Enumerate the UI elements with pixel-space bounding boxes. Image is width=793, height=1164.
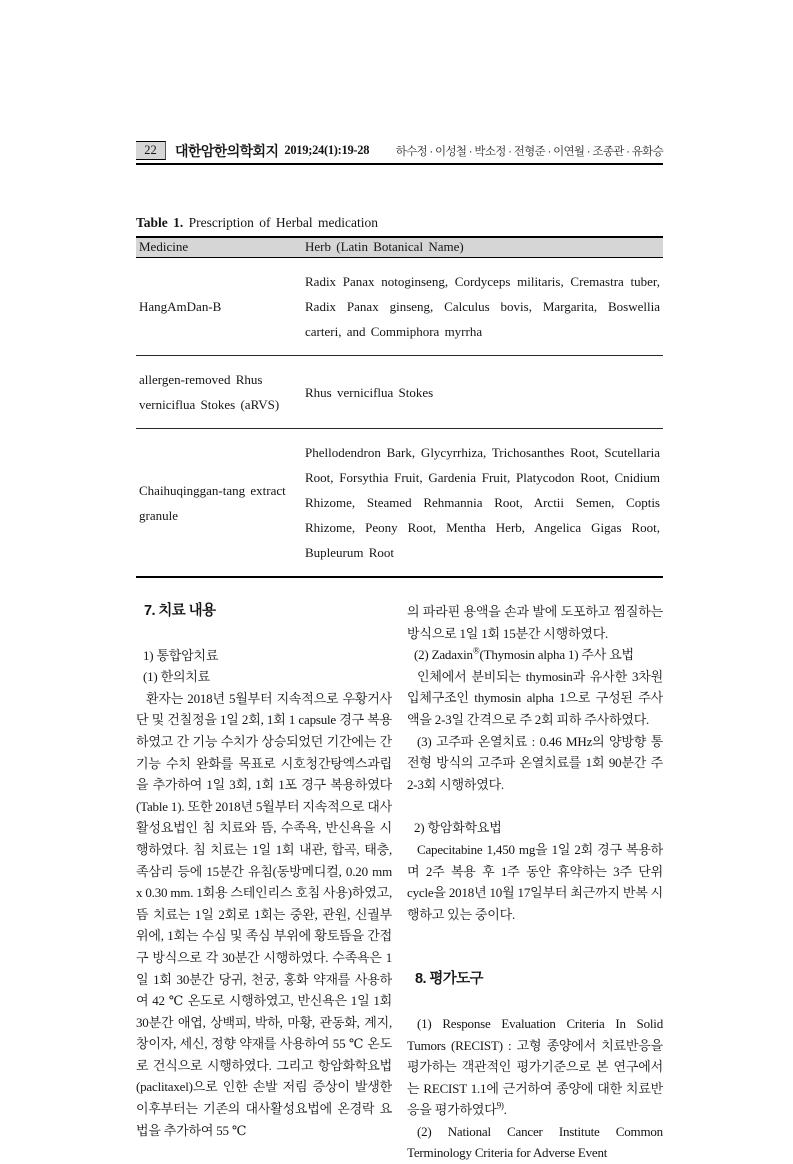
journal-title: 대한암한의학회지 — [175, 142, 279, 159]
reference-superscript: 9) — [496, 1100, 504, 1111]
spacer — [407, 795, 663, 817]
section8-heading: 8. 평가도구 — [415, 971, 483, 988]
medicine-cell: allergen-removed Rhus verniciflua Stokes (aRVS) — [136, 356, 302, 429]
column-header-herb: Herb (Latin Botanical Name) — [302, 237, 663, 258]
table-caption-label: Table 1. — [136, 215, 184, 230]
table-row — [136, 356, 663, 429]
table-header — [136, 237, 663, 258]
medicine-cell: Chaihuqinggan-tang extract granule — [139, 482, 286, 523]
right-column — [407, 601, 663, 1164]
spacer — [407, 991, 663, 1013]
herbal-medication-table — [136, 236, 663, 578]
subheading-integrative-care: 1) 통합암치료 — [143, 647, 219, 663]
subheading-korean-medicine: (1) 한의치료 — [143, 669, 211, 685]
herb-cell: Radix Panax notoginseng, Cordyceps militaris, Cremastra tuber, Radix Panax ginseng, Calculus bovis, Margarita, Boswellia carteri, and Commiphora myrrha — [302, 258, 663, 356]
column-header-medicine: Medicine — [136, 237, 302, 258]
subheading-chemotherapy: 2) 항암화학요법 — [414, 820, 502, 836]
paragraph-hyperthermia: (3) 고주파 온열치료 : 0.46 MHz의 양방향 통전형 방식의 고주파 온열치료를 1회 90분간 주 2-3회 시행하였다. — [407, 733, 663, 792]
registered-trademark-symbol: ® — [472, 645, 480, 656]
recist-period: . — [503, 1102, 507, 1118]
table-row — [136, 258, 663, 356]
herb-cell: Phellodendron Bark, Glycyrrhiza, Trichosanthes Root, Scutellaria Root, Forsythia Fruit, Gardenia Fruit, Platycodon Root, Cnidium Rhizome, Steamed Rehmannia Root, Arctii Semen, Coptis Rhizome, Peony Root, Mentha Herb, Angelica Gigas Root, Bupleurum Root — [305, 445, 660, 560]
paragraph-korean-medicine-treatment: 환자는 2018년 5월부터 지속적으로 우황거사단 및 건칠정을 1일 2회, 1회 1 capsule 경구 복용하였고 간 기능 수치가 상승되었던 기간에는 간 기능 수치 완화를 목표로 시호청간탕엑스과립을 추가하여 1일 3회, 1회 1포 경구 복용하였다(Table 1). 또한 2018년 5월부터 지속적으로 대사활성요법인 침 치료와 뜸, 수족욕, 반신욕을 시행하였다. 침 치료는 1일 1회 내관, 합곡, 태충, 족삼리 등에 15분간 유침(동방메디컬, 0.20 mm x 0.30 mm. 1회용 스테인리스 호침 사용)하였고, 뜸 치료는 1일 2회로 1회는 중완, 관원, 신궐부위에, 1회는 수심 및 족심 부위에 황토뜸을 간접구 방식으로 각 30분간 시행하였다. 수족욕은 1일 1회 30분간 당귀, 천궁, 홍화 약재를 사용하여 42 ℃ 온도로 시행하였고, 반신욕은 1일 1회 30분간 애엽, 상백피, 박하, 마황, 관동화, 계지, 창이자, 세신, 정향 약재를 사용하여 55 ℃ 온도로 건식으로 시행하였다. 그리고 항암화학요법(paclitaxel)으로 인한 손발 저림 증상이 발생한 이후부터는 기존의 대사활성요법에 온경락 요법을 추가하여 55 ℃ — [136, 690, 392, 1138]
medicine-cell: HangAmDan-B — [136, 258, 302, 356]
left-column — [136, 601, 392, 1164]
recist-text: (1) Response Evaluation Criteria In Solid Tumors (RECIST) : 고형 종양에서 치료반응을 평가하는 객관적인 평가기준으로 본 연구에서는 RECIST 1.1에 근거하여 종양에 대한 치료반응을 평가하였다 — [407, 1015, 663, 1118]
subheading-zadaxin — [407, 644, 663, 666]
table-caption — [136, 215, 663, 231]
paragraph-chemotherapy: Capecitabine 1,450 mg을 1일 2회 경구 복용하며 2주 복용 후 1주 동안 휴약하는 3주 단위 cycle을 2018년 10월 17일부터 최근까지 반복 시행하고 있는 중이다. — [407, 841, 663, 922]
spacer — [136, 623, 392, 645]
paragraph-recist — [407, 1013, 663, 1121]
body-columns — [136, 601, 663, 1164]
zadaxin-label: (2) Zadaxin — [414, 647, 473, 663]
journal-citation: 2019;24(1):19-28 — [284, 143, 370, 157]
paragraph-nci-ctcae: (2) National Cancer Institute Common Terminology Criteria for Adverse Event — [407, 1123, 663, 1161]
zadaxin-label-rest: (Thymosin alpha 1) 주사 요법 — [479, 647, 634, 663]
spacer — [407, 925, 663, 969]
table-caption-text: Prescription of Herbal medication — [188, 215, 378, 230]
section7-heading: 7. 치료 내용 — [144, 603, 216, 619]
paper-page — [136, 140, 663, 1164]
paragraph-paraffin: 의 파라핀 용액을 손과 발에 도포하고 찜질하는 방식으로 1일 1회 15분간 시행하였다. — [407, 604, 663, 641]
table-row — [136, 429, 663, 578]
herb-cell: Rhus verniciflua Stokes — [302, 356, 663, 429]
page-number: 22 — [136, 141, 166, 160]
running-head — [136, 140, 663, 165]
author-names: 하수정 · 이성철 · 박소정 · 전형준 · 이연월 · 조종관 · 유화승 — [395, 145, 663, 158]
paragraph-thymosin: 인체에서 분비되는 thymosin과 유사한 3차원 입체구조인 thymosin alpha 1으로 구성된 주사액을 2-3일 간격으로 주 2회 피하 주사하였다. — [407, 668, 663, 727]
